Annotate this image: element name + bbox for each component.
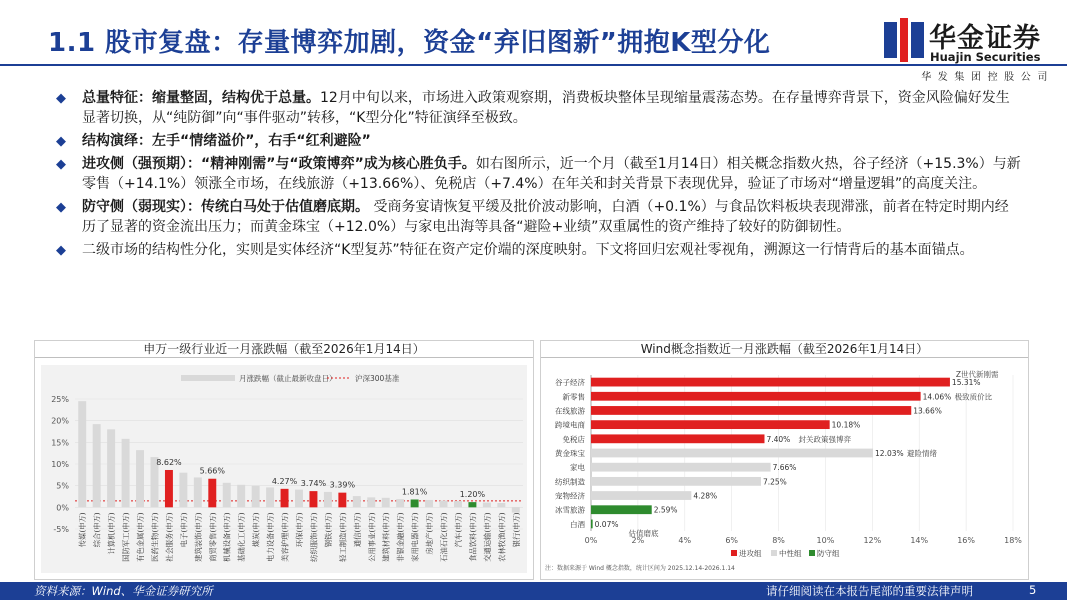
x-tick-label: 通信(申万) bbox=[352, 512, 362, 548]
bar-data-label: 4.27% bbox=[271, 476, 298, 486]
y-tick-label: 新零售 bbox=[562, 392, 585, 402]
x-tick-label: 医药生物(申万) bbox=[150, 512, 160, 562]
concept-chart-title: Wind概念指数近一月涨跌幅（截至2026年1月14日） bbox=[541, 341, 1028, 358]
bar bbox=[440, 501, 448, 508]
bar bbox=[78, 401, 86, 507]
bar bbox=[591, 449, 873, 458]
bar bbox=[281, 489, 289, 508]
x-tick-label: 公用事业(申万) bbox=[367, 512, 377, 562]
diamond-bullet-icon: ◆ bbox=[56, 200, 66, 215]
bullet-bold: 防守侧（弱现实）：传统白马处于估值磨底期。 bbox=[82, 199, 369, 215]
y-tick-label: 5% bbox=[56, 481, 69, 491]
y-tick-label: 冰雪旅游 bbox=[555, 505, 585, 515]
bar-data-label: 5.66% bbox=[199, 466, 226, 476]
x-tick-label: 传媒(申万) bbox=[78, 512, 88, 548]
bar bbox=[591, 420, 830, 429]
x-tick-label: 电子(申万) bbox=[179, 512, 189, 548]
y-tick-label: 谷子经济 bbox=[555, 378, 585, 388]
bullet-item bbox=[56, 88, 1021, 128]
y-tick-label: 免税店 bbox=[562, 434, 585, 444]
bar-data-label: 15.31% bbox=[951, 378, 981, 388]
x-tick-label: 钢铁(申万) bbox=[323, 512, 333, 548]
bullet-text: 二级市场的结构性分化，实则是实体经济“K型复苏”特征在资产定价端的深度映射。下文将回归宏观社零视角，溯源这一行情背后的基本面锚点。 bbox=[82, 242, 974, 258]
x-tick-label: 房地产(申万) bbox=[425, 512, 435, 555]
y-tick-label: 15% bbox=[51, 438, 69, 448]
page-number: 5 bbox=[1029, 583, 1037, 597]
x-tick-label: 建筑材料(申万) bbox=[381, 512, 391, 562]
bar bbox=[497, 503, 505, 507]
bar bbox=[591, 491, 691, 500]
bar-data-label: 2.59% bbox=[653, 505, 678, 515]
y-tick-label: -5% bbox=[53, 525, 69, 534]
x-tick-label: 环保(申万) bbox=[295, 512, 304, 548]
bar-data-label: 3.74% bbox=[300, 479, 327, 489]
company-logo bbox=[884, 16, 1054, 83]
x-tick-label: 基础化工(申万) bbox=[237, 512, 247, 562]
y-tick-label: 10% bbox=[51, 460, 69, 469]
bar bbox=[483, 503, 491, 508]
bar-data-label: 7.66% bbox=[772, 463, 797, 473]
x-tick-label: 石油石化(申万) bbox=[439, 512, 449, 562]
annotation-label: Z世代新刚需 bbox=[955, 370, 999, 380]
x-tick-label: 电力设备(申万) bbox=[266, 512, 276, 562]
y-tick-label: 家电 bbox=[570, 463, 585, 473]
x-tick-label: 14% bbox=[910, 536, 929, 545]
bar bbox=[591, 463, 771, 472]
bar-data-label: 8.62% bbox=[156, 457, 182, 467]
bullet-item bbox=[56, 154, 1021, 194]
x-tick-label: 家用电器(申万) bbox=[410, 512, 420, 562]
bar-data-label: 13.66% bbox=[913, 406, 942, 416]
x-tick-label: 有色金属(申万) bbox=[136, 512, 146, 562]
bar bbox=[136, 450, 144, 507]
bullet-item bbox=[56, 240, 1021, 260]
annotation-label: 封关政策强博弈 bbox=[798, 434, 851, 444]
bar bbox=[425, 500, 433, 507]
x-tick-label: 食品饮料(申万) bbox=[468, 512, 478, 562]
x-tick-label: 非银金融(申万) bbox=[396, 512, 406, 562]
bar-data-label: 10.18% bbox=[831, 420, 861, 430]
diamond-bullet-icon: ◆ bbox=[56, 134, 66, 149]
y-tick-label: 跨境电商 bbox=[555, 420, 585, 430]
x-tick-label: 商贸零售(申万) bbox=[208, 512, 218, 562]
annotation-label: 估值磨底 bbox=[628, 528, 659, 538]
bullet-item bbox=[56, 131, 1021, 151]
bar bbox=[295, 490, 303, 508]
industry-chart-title: 申万一级行业近一月涨跌幅（截至2026年1月14日） bbox=[35, 341, 533, 358]
bar bbox=[252, 486, 260, 508]
bar-data-label: 12.03% bbox=[875, 449, 904, 458]
bar bbox=[382, 498, 390, 508]
x-tick-label: 4% bbox=[678, 536, 692, 545]
y-tick-label: 纺织制造 bbox=[555, 477, 585, 487]
x-tick-label: 国防军工(申万) bbox=[121, 512, 131, 562]
bar bbox=[324, 492, 332, 507]
y-tick-label: 在线旅游 bbox=[555, 406, 585, 416]
x-tick-label: 社会服务(申万) bbox=[164, 512, 174, 562]
bar bbox=[223, 483, 231, 508]
bullet-text: 12月中旬以来，市场进入政策观察期，消费板块整体呈现缩量震荡态势。在存量博弈背景下，资金风险偏好发生显著切换，从“纯防御”向“事件驱动”转移，“K型分化”特征演绎至极致。 bbox=[82, 90, 1010, 126]
bar bbox=[591, 392, 921, 401]
bar-data-label: 4.28% bbox=[693, 491, 718, 501]
y-tick-label: 宠物经济 bbox=[555, 491, 585, 501]
bar bbox=[367, 497, 375, 507]
legend-swatch bbox=[771, 550, 777, 556]
bar bbox=[591, 520, 593, 529]
legend-swatch bbox=[731, 550, 737, 556]
legend-label-month: 月涨跌幅（截止最新收盘日） bbox=[239, 374, 337, 383]
bullet-list bbox=[56, 88, 1021, 263]
bar bbox=[591, 477, 761, 486]
diamond-bullet-icon: ◆ bbox=[56, 157, 66, 172]
bar bbox=[266, 487, 274, 507]
logo-en-text: Huajin Securities bbox=[930, 50, 1041, 64]
bar bbox=[591, 378, 950, 387]
x-tick-label: 计算机(申万) bbox=[107, 512, 117, 555]
bar bbox=[353, 496, 361, 507]
y-tick-label: 25% bbox=[51, 395, 69, 404]
bar bbox=[591, 505, 652, 514]
bullet-item bbox=[56, 197, 1021, 237]
x-tick-label: 轻工制造(申万) bbox=[338, 512, 348, 562]
legend-swatch-month bbox=[181, 375, 235, 381]
bar bbox=[179, 473, 187, 508]
bar bbox=[591, 406, 911, 415]
y-tick-label: 0% bbox=[56, 503, 69, 513]
bar bbox=[454, 501, 462, 507]
bar bbox=[468, 502, 476, 507]
x-tick-label: 建筑装饰(申万) bbox=[193, 512, 203, 562]
legend-swatch bbox=[809, 550, 815, 556]
bar-data-label: 7.25% bbox=[762, 477, 787, 487]
x-tick-label: 6% bbox=[725, 536, 739, 545]
x-tick-label: 煤炭(申万) bbox=[251, 512, 261, 548]
x-tick-label: 银行(申万) bbox=[511, 512, 521, 548]
bullet-bold: 结构演绎：左手“情绪溢价”，右手“红利避险” bbox=[82, 133, 371, 149]
bullet-text: 如右图所示，近一个月（截至1月14日）相关概念指数火热，谷子经济（+15.3%）与新零售（+14.1%）领涨全市场，在线旅游（+13.66%）、免税店（+7.4%）在年关和封关背景下表现优异，验证了市场对“增量逻辑”的高度关注。 bbox=[82, 156, 1021, 192]
x-tick-label: 12% bbox=[863, 536, 882, 545]
legend-label: 进攻组 bbox=[739, 549, 762, 558]
annotation-label: 极致质价比 bbox=[954, 392, 993, 402]
x-tick-label: 机械设备(申万) bbox=[222, 512, 232, 562]
x-tick-label: 交通运输(申万) bbox=[482, 512, 492, 562]
bullet-bold: 进攻侧（强预期）：“精神刚需”与“政策博弈”成为核心胜负手。 bbox=[82, 156, 476, 172]
y-tick-label: 白酒 bbox=[570, 519, 585, 529]
bar bbox=[107, 429, 115, 507]
bar bbox=[122, 439, 130, 507]
x-tick-label: 综合(申万) bbox=[92, 512, 102, 548]
chart-footnote: 注：数据来源于 Wind 概念指数，统计区间为 2025.12.14-2026.1.14 bbox=[545, 565, 735, 572]
disclaimer-note: 请仔细阅读在本报告尾部的重要法律声明 bbox=[766, 584, 973, 598]
diamond-bullet-icon: ◆ bbox=[56, 243, 66, 258]
diamond-bullet-icon: ◆ bbox=[56, 91, 66, 106]
bullet-text: 受商务宴请恢复平缓及批价波动影响，白酒（+0.1%）与食品饮料板块表现滞涨，前者在特定时期内经历了显著的资金流出压力；而黄金珠宝（+12.0%）与家电出海等具备“避险+业绩”双重属性的资产维持了较好的防御韧性。 bbox=[82, 199, 1009, 235]
x-tick-label: 18% bbox=[1004, 536, 1022, 545]
legend-label: 防守组 bbox=[817, 549, 840, 558]
bar bbox=[591, 434, 764, 443]
bar bbox=[165, 470, 173, 507]
x-tick-label: 0% bbox=[584, 536, 598, 545]
concept-bar-chart bbox=[541, 359, 1028, 579]
x-tick-label: 16% bbox=[957, 536, 976, 545]
bar-data-label: 7.40% bbox=[766, 434, 791, 444]
industry-bar-chart bbox=[35, 359, 533, 579]
bar bbox=[208, 479, 216, 508]
legend-label-benchmark: 沪深300基准 bbox=[355, 374, 400, 383]
logo-mark-icon bbox=[884, 18, 924, 62]
bar bbox=[237, 485, 245, 508]
bar bbox=[93, 424, 101, 507]
bar-data-label: 3.39% bbox=[329, 480, 356, 490]
bar bbox=[338, 493, 346, 508]
x-tick-label: 农林牧渔(申万) bbox=[497, 512, 507, 562]
annotation-label: 避险情绪 bbox=[907, 449, 938, 458]
x-tick-label: 10% bbox=[816, 536, 835, 545]
page-title: 1.1 股市复盘：存量博弈加剧，资金“弃旧图新”拥抱K型分化 bbox=[48, 28, 771, 58]
x-tick-label: 2% bbox=[631, 536, 645, 545]
industry-chart-panel bbox=[34, 340, 534, 580]
bar bbox=[309, 491, 317, 507]
x-tick-label: 纺织服饰(申万) bbox=[309, 512, 319, 562]
bar bbox=[411, 499, 419, 507]
bar-data-label: 14.06% bbox=[922, 392, 952, 402]
bar-data-label: 0.07% bbox=[594, 519, 619, 529]
y-tick-label: 20% bbox=[51, 416, 69, 426]
bar bbox=[194, 477, 202, 507]
logo-sub-text: 华发集团控股公司 bbox=[921, 72, 1054, 83]
bar bbox=[396, 499, 404, 507]
y-tick-label: 黄金珠宝 bbox=[555, 449, 585, 458]
footer-bar bbox=[0, 582, 1067, 600]
x-tick-label: 8% bbox=[772, 536, 785, 545]
x-tick-label: 汽车(申万) bbox=[453, 512, 463, 548]
bullet-bold: 总量特征：缩量整固，结构优于总量。 bbox=[82, 90, 320, 106]
bar-data-label: 1.20% bbox=[459, 490, 486, 500]
source-note: 资料来源：Wind、华金证券研究所 bbox=[34, 584, 213, 598]
x-tick-label: 美容护理(申万) bbox=[280, 512, 290, 562]
concept-chart-panel bbox=[540, 340, 1029, 580]
logo-cn-text: 华金证券 bbox=[929, 23, 1041, 54]
bar-data-label: 1.81% bbox=[401, 487, 428, 497]
legend-label: 中性组 bbox=[779, 549, 802, 558]
bar bbox=[512, 507, 520, 512]
